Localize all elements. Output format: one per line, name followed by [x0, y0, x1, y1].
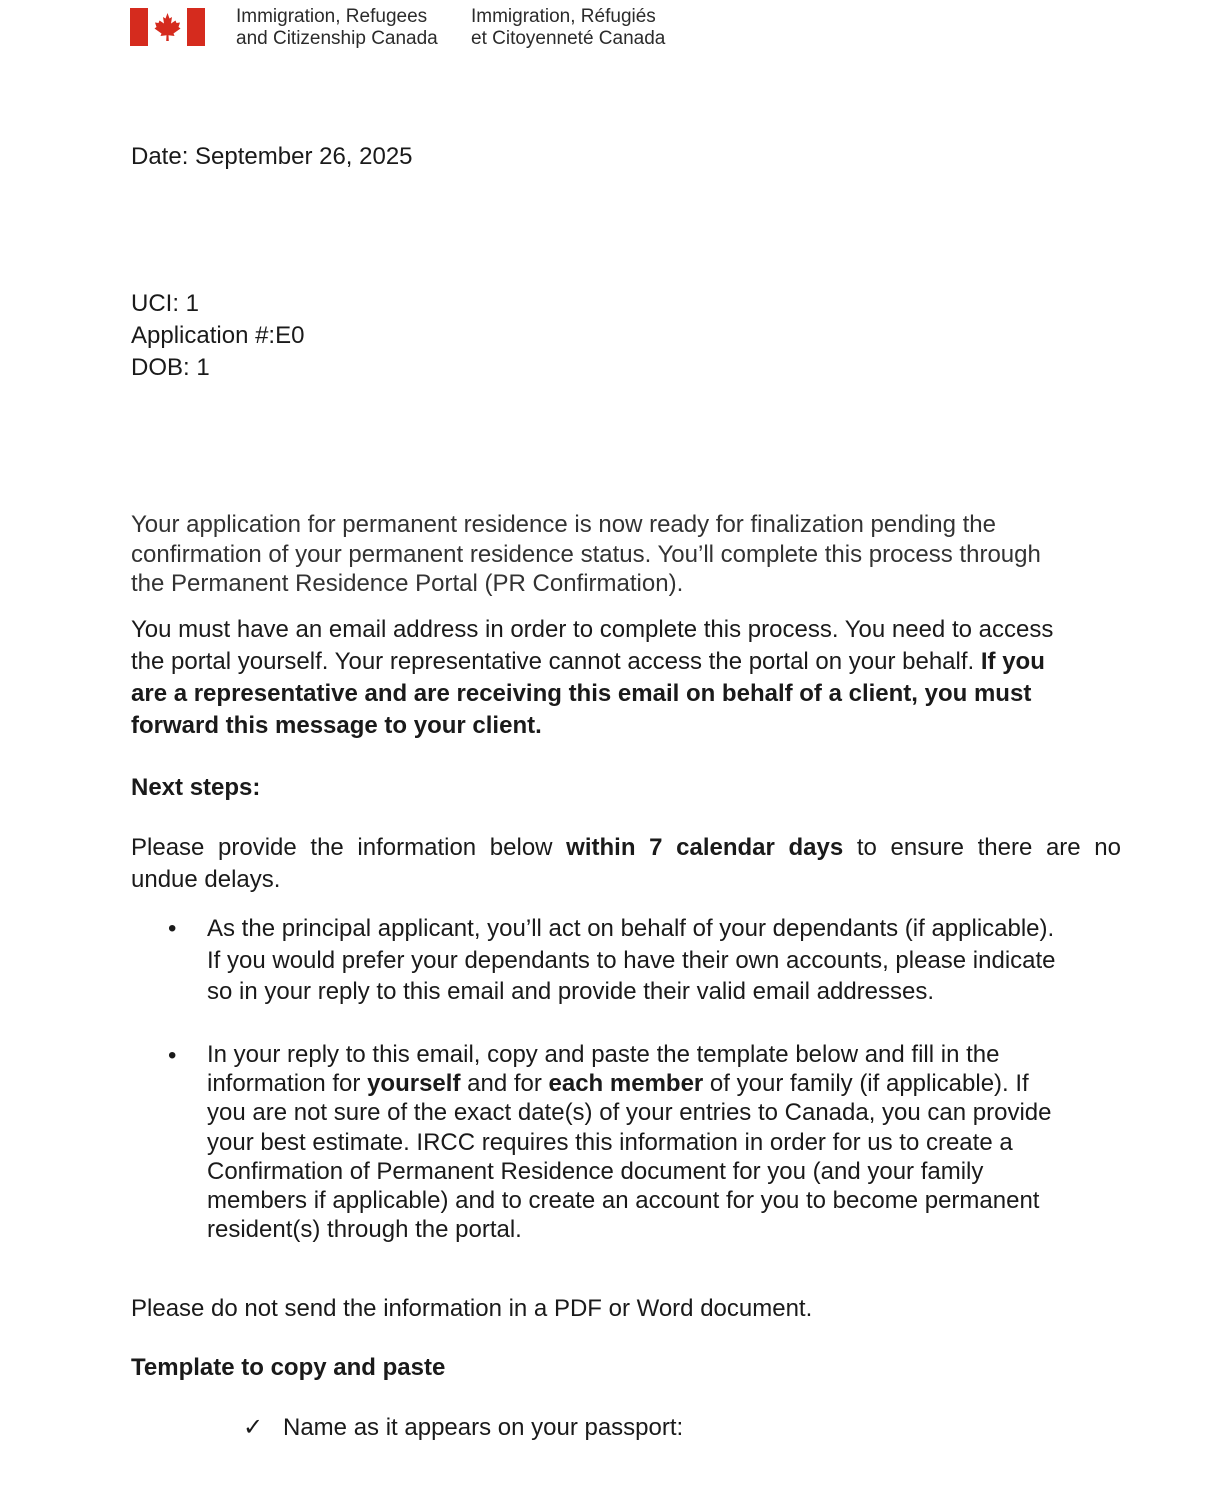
checkmark-icon: ✓: [243, 1414, 264, 1441]
bullet2-line: [207, 1069, 1052, 1098]
bullet2-line: In your reply to this email, copy and paste the template below and fill in the: [207, 1041, 1000, 1068]
deadline-bold: within 7 calendar days: [566, 834, 844, 861]
bullet-dot-icon: •: [168, 915, 177, 942]
bullet2-bold: each member: [548, 1070, 704, 1098]
dept-fr-line2: et Citoyenneté Canada: [471, 28, 666, 49]
deadline-line2: undue delays.: [131, 866, 281, 893]
email-requirement-paragraph: [131, 614, 1053, 742]
email-req-line: You must have an email address in order to complete this process. You need to access: [131, 616, 1054, 643]
bullet1-line: so in your reply to this email and provide their valid email addresses.: [207, 978, 935, 1005]
deadline-post: to ensure there are no: [843, 834, 1121, 861]
bullet1-line: If you would prefer your dependants to have their own accounts, please indicate: [207, 946, 1056, 974]
bullet2-bold: yourself: [367, 1070, 461, 1098]
deadline-paragraph: [131, 832, 1121, 896]
checklist-item-passport-name: Name as it appears on your passport:: [283, 1414, 684, 1441]
application-number-line: Application #:E0: [131, 322, 305, 349]
email-req-bold-line: are a representative and are receiving this email on behalf of a client, you must: [131, 680, 1032, 707]
format-warning-paragraph: Please do not send the information in a PDF or Word document.: [131, 1295, 813, 1322]
bullet2-text: information for: [207, 1070, 368, 1098]
email-req-line: [131, 646, 1053, 678]
dob-line: DOB: 1: [131, 354, 210, 381]
dept-fr-line1: Immigration, Réfugiés: [471, 6, 656, 27]
intro-paragraph: [131, 510, 1041, 599]
next-steps-heading: Next steps:: [131, 774, 261, 801]
intro-line: the Permanent Residence Portal (PR Confirmation).: [131, 570, 684, 597]
template-heading: Template to copy and paste: [131, 1354, 446, 1381]
bullet2-line: you are not sure of the exact date(s) of your entries to Canada, you can provide: [207, 1099, 1052, 1127]
intro-line: Your application for permanent residence is now ready for finalization pending the: [131, 511, 996, 538]
bullet2-line: members if applicable) and to create an account for you to become permanent: [207, 1187, 1040, 1215]
canada-flag-logo: [130, 8, 205, 46]
letter-date: Date: September 26, 2025: [131, 143, 413, 170]
bullet1-line: As the principal applicant, you’ll act on behalf of your dependants (if applicable).: [207, 915, 1055, 942]
bullet-dot-icon: •: [168, 1042, 177, 1069]
bullet2-line: your best estimate. IRCC requires this information in order for us to create a: [207, 1128, 1013, 1156]
dept-en-line1: Immigration, Refugees: [236, 6, 428, 27]
bullet-item-template-instructions: [207, 1040, 1052, 1244]
email-req-normal: the portal yourself. Your representative cannot access the portal on your behalf.: [131, 648, 981, 675]
department-name-english: [236, 6, 438, 50]
deadline-pre: Please provide the information below: [131, 834, 567, 861]
email-req-bold-line: forward this message to your client.: [131, 712, 542, 739]
department-name-french: [471, 6, 665, 50]
deadline-line: [131, 832, 1121, 864]
bullet2-text: and for: [460, 1070, 549, 1098]
bullet-item-dependants: [207, 913, 1056, 1008]
bullet2-line: resident(s) through the portal.: [207, 1216, 522, 1244]
bullet2-line: Confirmation of Permanent Residence document for you (and your family: [207, 1157, 984, 1185]
uci-line: UCI: 1: [131, 290, 200, 317]
dept-en-line2: and Citizenship Canada: [236, 28, 438, 49]
applicant-identifiers: [131, 288, 304, 384]
bullet2-text: of your family (if applicable). If: [703, 1070, 1029, 1098]
email-req-bold: If you: [980, 648, 1045, 675]
intro-line: confirmation of your permanent residence status. You’ll complete this process through: [131, 540, 1041, 568]
